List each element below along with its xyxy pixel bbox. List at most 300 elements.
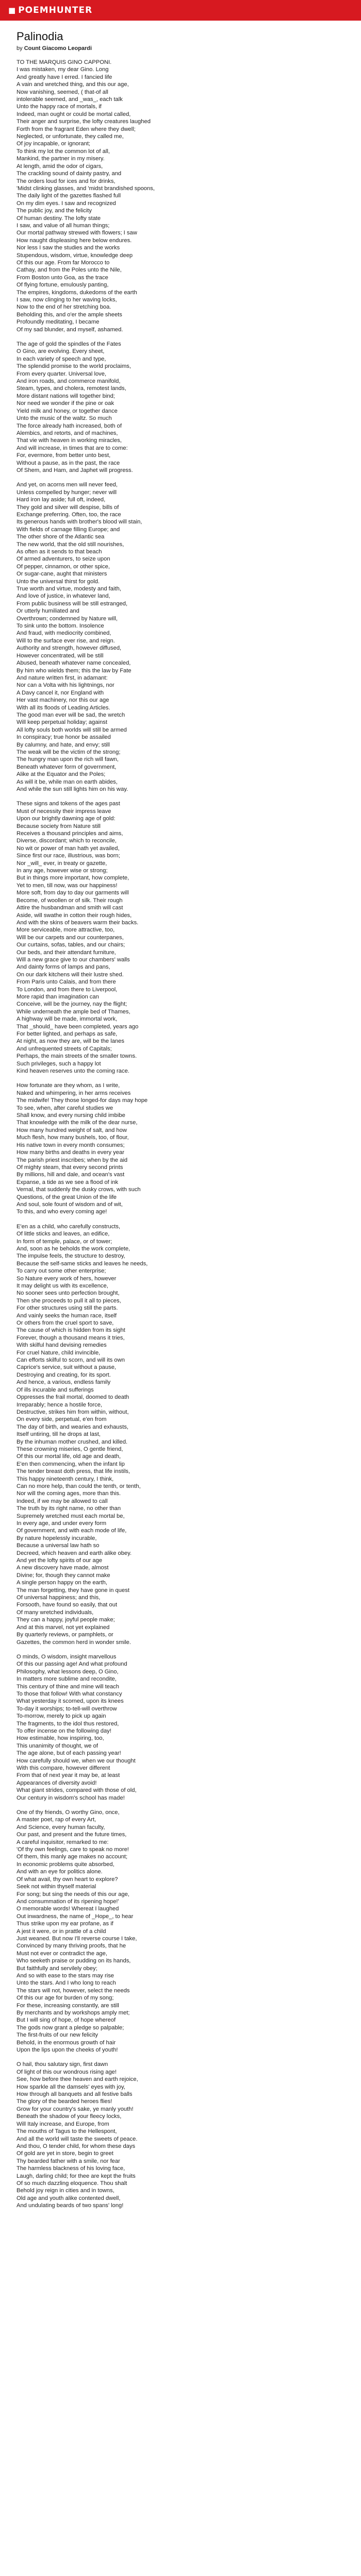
poem-line: Out inwardness, the name of _Hope_, to hear	[17, 1913, 134, 1920]
poem-line: No sooner sees unto perfection brought,	[17, 1290, 120, 1297]
poem-line: Attire the husbandman and smith will cast	[17, 905, 123, 911]
poem-line: Without a pause, as in the past, the race	[17, 460, 120, 466]
poem-line: Indeed, man ought or could be mortal called,	[17, 111, 131, 117]
poem-line: As will it be, while man on earth abides,	[17, 778, 118, 785]
poem-line: Become, of woollen or of silk. Their rough	[17, 897, 123, 904]
poem-line: On every side, perpetual, e'en from	[17, 1416, 107, 1423]
poem-line: And iron roads, and commerce manifold,	[17, 378, 121, 385]
poem-line: The truth by its right name, no other than	[17, 1505, 121, 1512]
poem-line: And love of justice, in whatever land,	[17, 593, 110, 600]
poem-line: And at this marvel, not yet explained	[17, 1624, 110, 1631]
poem-line: Laugh, darling child; for thee are kept the fruits	[17, 2173, 136, 2179]
poem-line: Of joy incapable, or ignorant;	[17, 141, 91, 147]
poem-line: But in things more important, how complete,	[17, 875, 129, 882]
poem-line: A Davy cancel it, nor England with	[17, 689, 104, 696]
poem-line: Of human destiny. The lofty state	[17, 215, 101, 222]
poem-line: Because the self-same sticks and leaves he needs,	[17, 1260, 148, 1267]
poem-line: Beholding this, and o'er the ample sheets	[17, 311, 122, 318]
poem-line: Forever, though a thousand means it tries,	[17, 1334, 125, 1341]
poem-line: Divine; for, though they cannot make	[17, 1572, 110, 1579]
poem-line: In conspiracy; true honor be assailed	[17, 734, 111, 741]
poem-line: They gold and silver will despise, bills of	[17, 504, 119, 511]
poem-line: Of this our mortal life, old age and death,	[17, 1453, 121, 1460]
poem-line: By the inhuman mother crushed, and killed.	[17, 1438, 128, 1445]
poem-line: Grow for your country's sake, ye manly youth!	[17, 2106, 134, 2112]
poem-line: But I will sing of hope, of hope whereof	[17, 2017, 116, 2024]
poem-line: And all the world will taste the sweets of peace.	[17, 2136, 138, 2142]
stanza	[17, 341, 344, 474]
poem-line: To-morrow, merely to pick up again	[17, 1713, 106, 1720]
poem-line: For, evermore, from better unto best,	[17, 452, 111, 459]
poem-line: What yesterday it scorned, upon its knees	[17, 1698, 124, 1705]
poem-line: By him who wields them; this the law by Fate	[17, 667, 132, 674]
poem-line: The man forgetting, they have gone in quest	[17, 1587, 129, 1594]
poem-line: How fortunate are they whom, as I write,	[17, 1082, 120, 1089]
poem-line: For these, increasing constantly, are still	[17, 2002, 119, 2009]
poem-line: The daily light of the gazettes flashed full	[17, 193, 121, 199]
poem-line: O minds, O wisdom, insight marvellous	[17, 1653, 117, 1660]
poem-byline	[17, 45, 344, 52]
poem-line: Our beds, and their attendant furniture,	[17, 949, 116, 956]
poem-line: On my dim eyes. I saw and recognized	[17, 200, 116, 207]
poem-line: Irreparably; hence a hostile force,	[17, 1401, 103, 1408]
poem-line: More rapid than imagination can	[17, 993, 99, 1000]
poem-line: The crackling sound of dainty pastry, and	[17, 171, 122, 177]
poem-line: These crowning miseries, O gentle friend,	[17, 1446, 123, 1452]
poem-line: To see, when, after careful studies we	[17, 1105, 113, 1111]
poem-line: Must of necessity their impress leave	[17, 808, 111, 815]
poem-line: E'en then commencing, when the infant lip	[17, 1461, 125, 1467]
poem-line: Will be our carpets and our counterpanes,	[17, 934, 124, 941]
poem-line: Who seeketh praise or pudding on its hands,	[17, 1958, 131, 1964]
poem-line: Nor need we wonder if the pine or oak	[17, 400, 114, 407]
poem-line: The new world, that the old still nourishes,	[17, 541, 124, 548]
logo-text: POEMHUNTER	[18, 5, 93, 15]
poem-line: Will Italy increase, and Europe, from	[17, 2121, 109, 2127]
poem-line: Perhaps, the main streets of the smaller towns.	[17, 1053, 137, 1060]
poem-line: Since first our race, illustrious, was born;	[17, 853, 120, 859]
poem-line: Of universal happiness; and this,	[17, 1595, 101, 1601]
poem-line: Gazettes, the common herd in wonder smile.	[17, 1639, 131, 1646]
poem-line: E'en as a child, who carefully constructs,	[17, 1223, 121, 1230]
poem-line: Of flying fortune, emulously panting,	[17, 282, 109, 289]
poem-line: Indeed, if we may be allowed to call	[17, 1498, 108, 1504]
poem-line: And with an eye for politics alone.	[17, 1869, 103, 1875]
poem-line: Profoundly meditating, I became	[17, 319, 100, 326]
poem-line: Of armed adventurers, to seize upon	[17, 556, 110, 563]
poem-line: To offer incense on the following day!	[17, 1727, 111, 1734]
poem-line: How through all banquets and all festive balls	[17, 2091, 133, 2098]
poem-line: The age of gold the spindles of the Fates	[17, 341, 121, 348]
poem-line: The cause of which is hidden from its sight	[17, 1327, 125, 1334]
poem-line: The impulse feels, the structure to destroy,	[17, 1253, 125, 1260]
poem-line: This century of thine and mine will teach	[17, 1683, 119, 1690]
poem-line: Its generous hands with brother's blood will stain,	[17, 519, 142, 526]
stanza	[17, 1223, 344, 1646]
poem-line: In form of temple, palace, or of tower;	[17, 1238, 112, 1245]
poem-line: Seek not within thyself material	[17, 1884, 96, 1890]
poem-line: The tender breast doth press, that life instils,	[17, 1468, 130, 1475]
poem-line: Can efforts skilful to scorn, and will its own	[17, 1357, 125, 1364]
poem-line: Itself untiring, till he drops at last,	[17, 1431, 101, 1438]
poem-line: O hail, thou salutary sign, first dawn	[17, 2061, 108, 2068]
poem-line: Overthrown; condemned by Nature will,	[17, 615, 118, 622]
poem-line: To those that follow! With what constancy	[17, 1690, 122, 1697]
poem-line: True worth and virtue, modesty and faith,	[17, 586, 121, 592]
logo-mark-icon: ■	[8, 6, 17, 15]
poem-line: Forsooth, have found so easily, that out	[17, 1602, 118, 1608]
poem-line: The hungry man upon the rich will fawn,	[17, 756, 119, 763]
stanza	[17, 1082, 344, 1215]
poem-line: Thus strike upon my ear profane, as if	[17, 1921, 113, 1927]
site-logo[interactable]	[8, 5, 92, 15]
poem-line: Of light of this our wondrous rising age!	[17, 2069, 117, 2075]
poem-line: Diverse, discordant; which to reconcile,	[17, 838, 117, 844]
poem-line: Forth from the fragrant Eden where they dwell;	[17, 126, 136, 132]
poem-line: A careful inquisitor, remarked to me:	[17, 1839, 109, 1845]
poem-line: How many hundred weight of salt, and how	[17, 1127, 127, 1133]
poem-line: Or others from the cruel sport to save,	[17, 1320, 114, 1327]
poem-line: For other structures using still the parts.	[17, 1305, 118, 1312]
poem-line: Caprice's service, suit without a pause,	[17, 1364, 117, 1371]
poem-line: Our past, and present and the future times,	[17, 1832, 127, 1838]
poem-line: To-day it worships; to-tell-will overthrow	[17, 1705, 117, 1712]
poem-line: Cathay, and from the Poles unto the Nile,	[17, 267, 122, 274]
poem-line: The gods now grant a pledge so palpable;	[17, 2024, 124, 2031]
poem-line: All lofty souls both worlds will still be armed	[17, 726, 127, 733]
poem-line: The first-fruits of our new felicity	[17, 2032, 98, 2039]
poem-line: Exchange preferring. Often, too, the race	[17, 511, 121, 518]
poem-line: Of Shem, and Ham, and Japhet will progress.	[17, 467, 133, 473]
poem-line: Expanse, a tide as we see a flood of ink	[17, 1179, 119, 1185]
poem-line: More soft, from day to day our garments will	[17, 890, 129, 896]
poem-line: And, soon as he beholds the work complete,	[17, 1245, 130, 1252]
poem-line: Behold joy reign in cities and in towns,	[17, 2188, 114, 2194]
poem-line: Or utterly humiliated and	[17, 608, 79, 615]
poem-line: Our mortal pathway strewed with flowers; I saw	[17, 230, 137, 236]
poem-line: 'Midst clinking glasses, and 'midst brandished spoons,	[17, 185, 155, 192]
poem-line: Can no more help, than could the tenth, or tenth,	[17, 1483, 141, 1489]
poem-line: By calumny, and hate, and envy; still	[17, 741, 110, 748]
poem-line: In every age, and under every form	[17, 1520, 107, 1527]
poem-line: And yet the lofty spirits of our age	[17, 1557, 103, 1564]
poem-line: O memorable words! Whereat I laughed	[17, 1906, 119, 1912]
poem-line: More serviceable, more attractive, too,	[17, 927, 115, 934]
poem-line: A highway will be made, immortal work,	[17, 1016, 118, 1023]
poem-line: The glory of the bearded heroes flies!	[17, 2098, 112, 2105]
poem-line: His native town in every month consumes;	[17, 1142, 125, 1148]
poem-line: Unto the music of the waltz. So much	[17, 415, 112, 422]
poem-line: Behold, in the enormous growth of hair	[17, 2039, 116, 2046]
poem-line: However concentrated, will be still	[17, 652, 104, 659]
poem-line: With this compare, however different	[17, 1765, 110, 1771]
poem-line: Destroying and creating, for its sport.	[17, 1371, 111, 1378]
poem-line: What giant strides, compared with those of old,	[17, 1787, 137, 1794]
poem-line: While underneath the ample bed of Thames,	[17, 1008, 130, 1015]
poem-line: And undulating beards of two spans' long!	[17, 2202, 124, 2209]
poem-line: With fields of carnage filling Europe; and	[17, 526, 120, 533]
poem-line: How naught displeasing here below endures.	[17, 237, 132, 244]
poem-line: But faithfully and servilely obey;	[17, 1965, 97, 1972]
poem-line: And thou, O tender child, for whom these days	[17, 2143, 136, 2149]
poem-line: Of this our passing age! And what profound	[17, 1661, 127, 1668]
poem-line: Supremely wretched must each mortal be,	[17, 1513, 125, 1519]
poem-title: Palinodia	[17, 30, 63, 43]
poem-line: How estimable, how inspiring, too,	[17, 1735, 104, 1742]
author-link[interactable]: Count Giacomo Leopardi	[24, 45, 92, 52]
byline-prefix: by	[17, 45, 24, 52]
poem-line: The stars will not, however, select the needs	[17, 1987, 130, 1994]
poem-line: Unto the stars. And I who long to reach	[17, 1980, 116, 1987]
poem-line: And fraud, with mediocrity combined,	[17, 630, 111, 637]
poem-line: Steam, types, and cholera, remotest lands,	[17, 385, 126, 392]
poem-line: Shall know, and every nursing child imbibe	[17, 1112, 125, 1119]
poem-line: The age alone, but of each passing year!	[17, 1750, 121, 1757]
poem-line: From public business will be still estranged,	[17, 600, 128, 607]
poem-line: Of pepper, cinnamon, or other spice,	[17, 563, 110, 570]
poem-line: Much flesh, how many bushels, too, of flour,	[17, 1134, 129, 1141]
poem-line: Of little sticks and leaves, an edifice,	[17, 1231, 110, 1238]
poem-line: Kind heaven reserves unto the coming race.	[17, 1068, 129, 1075]
poem-line: intolerable seemed, and _was_, each talk	[17, 96, 123, 103]
poem-line: The harmless blackness of his loving face,	[17, 2165, 125, 2172]
poem-line: Destructive, strikes him from within, without,	[17, 1409, 129, 1415]
poem-line: Of this our age for burden of my song;	[17, 1995, 114, 2002]
poem-line: The weak will be the victim of the strong;	[17, 749, 121, 755]
poem-line: They can a happy, joyful people make;	[17, 1617, 115, 1623]
poem-line: Conceive, will be the journey, nay the flight;	[17, 1001, 127, 1008]
poem-line: Philosophy, what lessons deep, O Gino,	[17, 1668, 119, 1675]
poem-line: With skilful hand devising remedies	[17, 1342, 107, 1349]
poem-line: Nor will the coming ages, more than this.	[17, 1490, 121, 1497]
poem-line: How sparkle all the damsels' eyes with joy,	[17, 2083, 125, 2090]
poem-line: The day of birth, and wearies and exhausts,	[17, 1423, 129, 1430]
poem-line: The orders loud for ices and for drinks,	[17, 178, 116, 184]
poem-line: And dainty forms of lamps and pans,	[17, 964, 110, 971]
poem-line: Alike at the Equator and the Poles;	[17, 771, 106, 778]
poem-line: Of mighty steam, that every second prints	[17, 1164, 123, 1171]
poem-line: Will to the surface ever rise, and reign.	[17, 637, 115, 644]
poem-line: Such privileges, such a happy lot	[17, 1060, 101, 1067]
poem-line: Our curtains, sofas, tables, and our chairs;	[17, 942, 125, 948]
poem-line: Of ills incurable and sufferings	[17, 1386, 94, 1393]
poem-line: And consummation of its ripening hope!'	[17, 1898, 119, 1905]
poem-line: In any age, however wise or strong;	[17, 868, 108, 874]
poem-line: Appearances of diversity avoid!	[17, 1780, 97, 1786]
poem-line: To this, and who every coming age!	[17, 1209, 107, 1215]
poem-line: This happy nineteenth century, I think,	[17, 1476, 114, 1482]
poem-line: This unanimity of thought, we of	[17, 1742, 98, 1749]
poem-line: And so with ease to the stars may rise	[17, 1972, 114, 1979]
stanza	[17, 1653, 344, 1802]
poem-line: Now to the end of her stretching boa.	[17, 304, 111, 311]
poem-line: Naked and whimpering, in her arms receives	[17, 1090, 131, 1096]
poem-line: Of this our age. From far Morocco to	[17, 259, 110, 266]
poem-line: Must not ever or contradict the age,	[17, 1950, 107, 1957]
poem-line: A single person happy on the earth,	[17, 1580, 108, 1586]
poem-line: TO THE MARQUIS GINO CAPPONI.	[17, 59, 112, 65]
poem-line: Beneath whatever form of government,	[17, 764, 117, 770]
poem-line: How many births and deaths in every year	[17, 1149, 124, 1156]
poem-line: Nor _will_ ever, in treaty or gazette,	[17, 860, 107, 867]
poem-line: Yet to men, till now, was our happiness!	[17, 882, 118, 889]
poem-line: Old age and youth alike contented dwell,	[17, 2195, 121, 2201]
stanza	[17, 481, 344, 793]
poem-line: Or sugar-cane, aught that ministers	[17, 571, 107, 578]
poem-line: I was mistaken, my dear Gino. Long	[17, 66, 109, 73]
poem-line: And Science, every human faculty,	[17, 1824, 105, 1831]
stanza	[17, 800, 344, 1075]
poem-line: Upon the lips upon the cheeks of youth!	[17, 2047, 118, 2054]
poem-line: To carry out some other enterprise;	[17, 1268, 106, 1275]
poem-line: Our century in wisdom's school has made!	[17, 1794, 125, 1801]
poem-line: Of my sad blunder, and myself, ashamed.	[17, 326, 123, 333]
poem-line: Because a universal law hath so	[17, 1543, 100, 1549]
poem-line: To London, and from there to Liverpool,	[17, 986, 118, 993]
poem-line: And hence, a various, endless family	[17, 1379, 111, 1386]
poem-line: It may delight us with its excellence,	[17, 1283, 108, 1289]
poem-line: Beneath the shadow of your fleecy locks,	[17, 2113, 122, 2120]
poem-line: By nature hopelessly incurable,	[17, 1535, 97, 1541]
poem-line: Abused, beneath whatever name concealed,	[17, 660, 131, 667]
poem-line: The splendid promise to the world proclaims,	[17, 363, 131, 370]
poem-line: And nature written first, in adamant:	[17, 674, 108, 681]
poem-line: To think my lot the common lot of all,	[17, 148, 110, 155]
poem-line: See, how before thee heaven and earth rejoice,	[17, 2076, 138, 2083]
poem-line: And while the sun still lights him on his way.	[17, 786, 128, 792]
poem-line: One of thy friends, O worthy Gino, once,	[17, 1809, 120, 1816]
poem-line: Her vast machinery, nor this our age	[17, 697, 109, 704]
poem-line: Aside, will swathe in cotton their rough hides,	[17, 912, 132, 919]
poem-line: A vain and wretched thing, and this our age,	[17, 81, 129, 88]
poem-content	[0, 21, 361, 2576]
poem-line: The fragments, to the idol thus restored,	[17, 1720, 119, 1727]
poem-line: How carefully should we, when we our thought	[17, 1757, 136, 1764]
poem-line: Of many wretched individuals,	[17, 1609, 94, 1616]
poem-line: In economic problems quite absorbed,	[17, 1861, 114, 1868]
poem-line: Questions, of the great Union of the life	[17, 1194, 117, 1200]
poem-line: Their anger and surprise, the lofty creatures laughed	[17, 118, 151, 125]
stanza	[17, 59, 344, 333]
poem-line: Just weaned. But now I'll reverse course I take,	[17, 1935, 137, 1942]
poem-line: By quarterly reviews, or pamphlets, or	[17, 1632, 113, 1638]
poem-line: Will a new grace give to our chambers' walls	[17, 956, 130, 963]
poem-line: The other shore of the Atlantic sea	[17, 534, 105, 540]
poem-line: And will increase, in times that are to come:	[17, 445, 128, 451]
poem-line: With all its floods of Leading Articles.	[17, 704, 110, 711]
poem-line: The midwife! They those longed-for days may hope	[17, 1097, 148, 1104]
poem-line: The force already hath increased, both of	[17, 422, 122, 429]
poem-line: Unless compelled by hunger; never will	[17, 489, 117, 496]
poem-line: By merchants and by workshops amply met;	[17, 2010, 130, 2016]
site-header	[0, 0, 361, 21]
poem-line: At night, as now they are, will be the lanes	[17, 1038, 124, 1045]
poem-line: A jest it were, or in prattle of a child	[17, 1928, 106, 1935]
poem-line: From that of next year it may be, at least	[17, 1772, 120, 1779]
poem-line: Alembics, and retorts, and of machines,	[17, 430, 118, 436]
poem-line: Vernal, that suddenly the dusky crows, with such	[17, 1187, 141, 1193]
poem-line: I saw, now clinging to her waving locks,	[17, 297, 117, 303]
poem-line: Of so much dazzling eloquence. Thou shalt	[17, 2180, 127, 2187]
poem-line: Unto the universal thirst for gold.	[17, 578, 100, 585]
poem-line: Because society from Nature still	[17, 823, 101, 829]
poem-line: From Paris unto Calais, and from there	[17, 979, 116, 986]
poem-line: More distant nations will together bind;	[17, 393, 115, 399]
poem-line: That knowledge with the milk of the dear nurse,	[17, 1120, 138, 1126]
poem-line: Of gold are yet in store, begin to greet	[17, 2150, 113, 2157]
poem-line: That _should_ have been completed, years ago	[17, 1023, 139, 1030]
poem-line: Will keep perpetual holiday; against	[17, 719, 107, 726]
poem-line: In each variety of speech and type,	[17, 355, 106, 362]
poem-line: No wit or power of man hath yet availed,	[17, 845, 120, 852]
poem-line: On our dark kitchens will their lustre shed.	[17, 971, 124, 978]
poem-line: Neglected, or unfortunate, they called me,	[17, 133, 124, 140]
poem-line: Now vanishing, seemed, ( that-of all	[17, 89, 108, 95]
poem-line: The good man ever will be sad, the wretch	[17, 711, 125, 718]
poem-line: As often as it sends to that beach	[17, 549, 102, 555]
poem-line: O Gino, are evolving. Every sheet,	[17, 348, 105, 355]
poem-line: Unto the happy race of mortals, if	[17, 104, 102, 110]
poem-line: And soul, sole fount of wisdom and of wit,	[17, 1201, 123, 1208]
poem-line: Of them, this manly age makes no account;	[17, 1854, 128, 1860]
poem-line: Of government, and with each mode of life,	[17, 1528, 127, 1534]
poem-line: Mankind, the partner in my misery.	[17, 156, 105, 162]
poem-line: From every quarter. Universal love,	[17, 370, 107, 377]
poem-line: So Nature every work of hers, however	[17, 1275, 117, 1282]
poem-line: For better lighted, and perhaps as safe,	[17, 1031, 118, 1037]
poem-line: From Boston unto Goa, as the trace	[17, 274, 108, 281]
poem-body	[17, 59, 344, 2210]
poem-line: A new discovery have made, almost	[17, 1565, 109, 1571]
poem-line: That vie with heaven in working miracles,	[17, 437, 122, 444]
poem-line: Upon our brightly dawning age of gold:	[17, 816, 116, 822]
poem-line: Convinced by many thriving proofs, that he	[17, 1943, 126, 1950]
poem-line: Stupendous, wisdom, virtue, knowledge deep	[17, 252, 133, 259]
poem-line: The public joy, and the felicity	[17, 208, 92, 214]
poem-line: Receives a thousand principles and aims,	[17, 831, 123, 837]
poem-line: To sink unto the bottom. Insolence	[17, 623, 104, 630]
poem-line: A master poet, rap of every Art,	[17, 1817, 96, 1823]
poem-line: 'Of thy own feelings, care to speak no more!	[17, 1846, 129, 1853]
poem-line: Decreed, which heaven and earth alike obey.	[17, 1550, 132, 1556]
poem-line: By millions, hill and dale, and ocean's vast	[17, 1172, 125, 1178]
poem-line: Nor less I saw the studies and the works	[17, 245, 120, 251]
poem-line: At length, amid the odor of cigars,	[17, 163, 103, 170]
poem-line: Then she proceeds to pull it all to pieces,	[17, 1297, 121, 1304]
poem-line: I saw, and value of all human things;	[17, 222, 110, 229]
poem-line: And vainly seeks the human race, itself	[17, 1312, 117, 1319]
poem-line: Hard iron lay aside; full oft, indeed,	[17, 497, 106, 503]
poem-line: Nor can a Volta with his lightnings, nor	[17, 682, 114, 689]
poem-line: In matters more sublime and recondite,	[17, 1676, 117, 1683]
poem-line: And unfrequented streets of Capitals;	[17, 1045, 112, 1052]
stanza	[17, 2061, 344, 2209]
poem-line: Thy bearded father with a smile, nor fear	[17, 2158, 120, 2164]
poem-line: Yield milk and honey, or together dance	[17, 408, 118, 414]
poem-line: And yet, on acorns men will never feed,	[17, 482, 118, 488]
poem-line: For song; but sing the needs of this our age,	[17, 1891, 129, 1897]
poem-line: These signs and tokens of the ages past	[17, 801, 120, 807]
poem-line: Oppresses the frail mortal, doomed to death	[17, 1394, 129, 1401]
poem-line: Of what avail, thy own heart to explore?	[17, 1876, 118, 1883]
poem-line: The mouths of Tagus to the Hellespont,	[17, 2128, 117, 2135]
poem-line: The empires, kingdoms, dukedoms of the earth	[17, 289, 137, 296]
poem-line: Authority and strength, however diffused,	[17, 645, 122, 652]
poem-line: For cruel Nature, child invincible,	[17, 1349, 101, 1356]
poem-line: And greatly have I erred. I fancied life	[17, 74, 112, 80]
stanza	[17, 1809, 344, 2054]
poem-line: The parish priest inscribes; when by the aid	[17, 1157, 128, 1163]
